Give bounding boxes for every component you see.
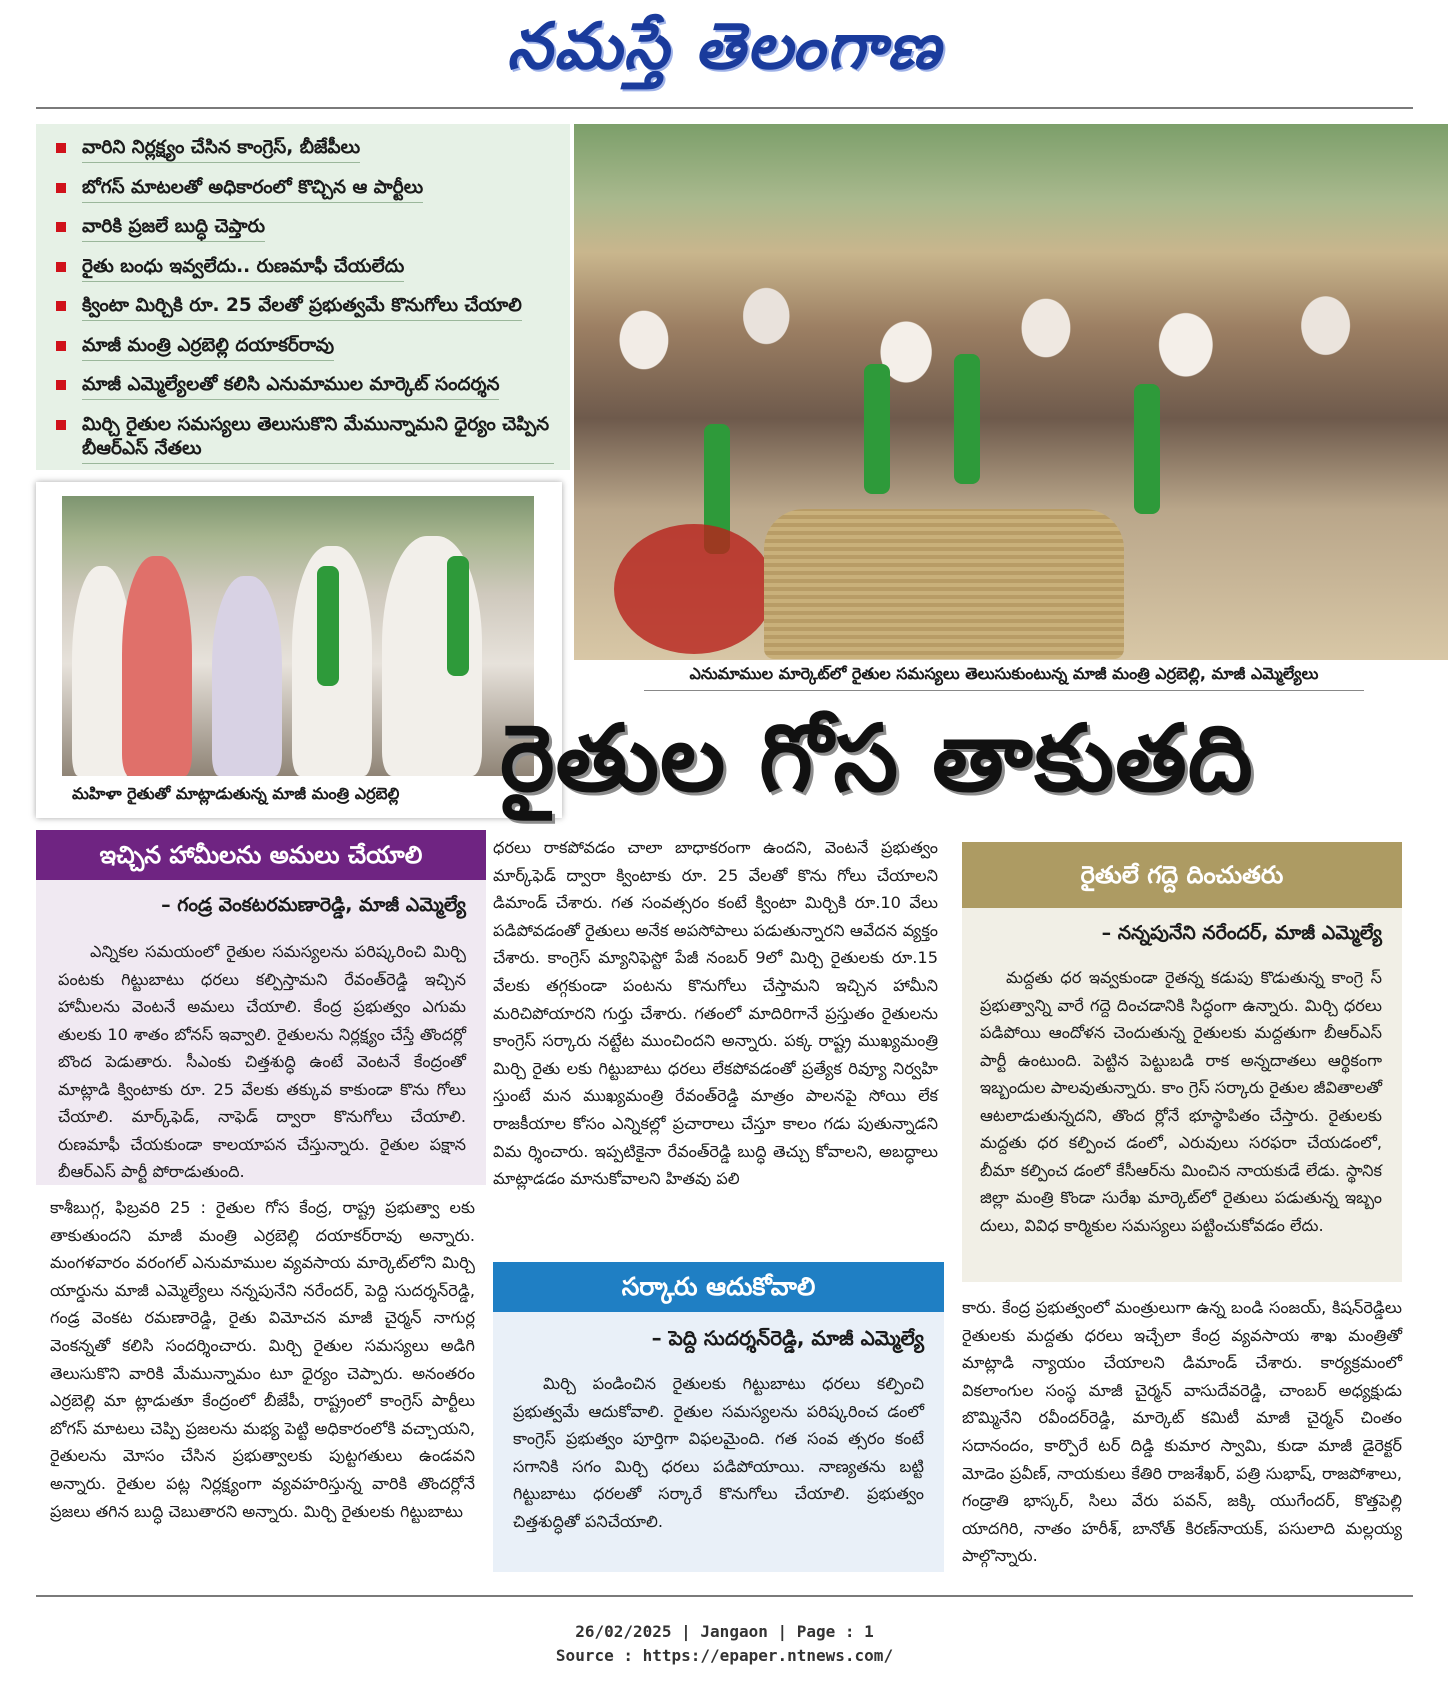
green-scarf bbox=[447, 556, 469, 676]
highlight-item: క్వింటా మిర్చికి రూ. 25 వేలతో ప్రభుత్వమే కొనుగోలు చేయాలి bbox=[54, 294, 554, 321]
quote-box-text: మిర్చి పండించిన రైతులకు గిట్టుబాటు ధరలు కల్పించి ప్రభుత్వమే ఆదుకోవాలి. రైతుల సమస్యలను పరిష్కరించ డంలో కాంగ్రెస్ ప్రభుత్వం పూర్తిగా విఫలమైంది. గత సంవ త్సరం కంటే సగానికి సగం మిర్చి ధరలు పడిపోయాయి. నాణ్యతను బట్టి గిట్టుబాటు ధరలతో సర్కారే కొనుగోలు చేయాలి. ప్రభుత్వం చిత్తశుద్ధితో పనిచేయాలి. bbox=[513, 1374, 924, 1531]
red-chili-heap bbox=[614, 524, 774, 654]
quote-box-text: ఎన్నికల సమయంలో రైతుల సమస్యలను పరిష్కరించి మిర్చి పంటకు గిట్టుబాటు ధరలు కల్పిస్తామని రేవంత్‌రెడ్డి ఇచ్చిన హామీలను వెంటనే అమలు చేయాలి. కేంద్ర ప్రభుత్వం ఎగుమ తులకు 10 శాతం బోనస్ ఇవ్వాలి. రైతులను నిర్లక్ష్యం చేస్తే తొందర్లో బొంద పెడుతారు. సీఎంకు చిత్తశుద్ధి ఉంటే వెంటనే కేంద్రంతో మాట్లాడి క్వింటాకు రూ. 25 వేలకు తక్కువ కాకుండా కొను గోలు చేయాలి. మార్క్‌ఫెడ్, నాఫెడ్ ద్వారా కొనుగోలు చేయాలి. రుణమాఫీ చేయకుండా కాలయాపన చేస్తున్నారు. రైతుల పక్షాన బీఆర్‌ఎస్ పార్టీ పోరాడుతుంది. bbox=[58, 942, 466, 1181]
quote-box-title: రైతులే గద్దె దించుతరు bbox=[962, 842, 1402, 908]
jute-sack bbox=[764, 509, 1124, 659]
bullet-square-icon bbox=[56, 341, 66, 351]
bullet-square-icon bbox=[56, 262, 66, 272]
green-scarf bbox=[954, 354, 980, 484]
green-scarf bbox=[317, 566, 339, 686]
highlight-item: మాజీ మంత్రి ఎర్రబెల్లి దయాకర్‌రావు bbox=[54, 334, 554, 361]
inset-photo bbox=[62, 496, 534, 776]
highlight-item: మాజీ ఎమ్మెల్యేలతో కలిసి ఎనుమాముల మార్కెట్ సందర్శన bbox=[54, 373, 554, 400]
bullet-square-icon bbox=[56, 183, 66, 193]
masthead bbox=[0, 0, 1449, 100]
highlight-item: వారికి ప్రజలే బుద్ధి చెప్తారు bbox=[54, 215, 554, 242]
quote-box-text: మద్దతు ధర ఇవ్వకుండా రైతన్న కడుపు కొడుతున్న కాంగ్రె స్ ప్రభుత్వాన్ని వారే గద్దె దించడానికి సిద్ధంగా ఉన్నారు. మిర్చి ధరలు పడిపోయి ఆందోళన చెందుతున్న రైతులకు మద్దతుగా బీఆర్‌ఎస్ పార్టీ ఉంటుంది. పెట్టిన పెట్టుబడి రాక అన్నదాతలు ఆర్థికంగా ఇబ్బందుల పాలవుతున్నారు. కాం గ్రెస్ సర్కారు రైతుల జీవితాలతో ఆటలాడుతున్నదని, తొంద ర్లోనే భూస్థాపితం చేస్తారు. రైతులకు మద్దతు ధర కల్పించ డంలో, ఎరువులు సరఫరా చేయడంలో, బీమా కల్పించ డంలో కేసీఆర్‌ను మించిన నాయకుడే లేడు. స్థానిక జిల్లా మంత్రి కొండా సురేఖ మార్కెట్‌లో రైతులు పడుతున్న ఇబ్బం దులు, వివిధ కార్మికుల సమస్యలు పట్టించుకోవడం లేదు. bbox=[980, 968, 1382, 1235]
quote-box-byline: – నన్నపునేని నరేందర్, మాజీ ఎమ్మెల్యే bbox=[1101, 922, 1382, 944]
quote-box-title: సర్కారు ఆదుకోవాలి bbox=[493, 1262, 944, 1312]
quote-box-byline: – గండ్ర వెంకటరమణారెడ్డి, మాజీ ఎమ్మెల్యే bbox=[161, 894, 466, 916]
quote-box-title: ఇచ్చిన హామీలను అమలు చేయాలి bbox=[36, 830, 486, 880]
green-scarf bbox=[1134, 384, 1160, 514]
main-headline: రైతుల గోస తాకుతది bbox=[500, 705, 1254, 812]
bottom-divider bbox=[36, 1595, 1413, 1597]
quote-box-byline: – పెద్ది సుదర్శన్‌రెడ్డి, మాజీ ఎమ్మెల్యే bbox=[651, 1326, 924, 1350]
newspaper-logo: నమస్తే తెలంగాణ bbox=[506, 10, 943, 84]
highlight-item: మిర్చి రైతుల సమస్యలు తెలుసుకొని మేమున్నామని ధైర్యం చెప్పిన బీఆర్‌ఎస్ నేతలు bbox=[54, 413, 554, 464]
bullet-square-icon bbox=[56, 143, 66, 153]
main-photo-caption: ఎనుమాముల మార్కెట్‌లో రైతుల సమస్యలు తెలుసుకుంటున్న మాజీ మంత్రి ఎర్రబెల్లి, మాజీ ఎమ్మెల్యేలు bbox=[644, 664, 1364, 691]
article-column-right: కారు. కేంద్ర ప్రభుత్వంలో మంత్రులుగా ఉన్న బండి సంజయ్, కిషన్‌రెడ్డిలు రైతులకు మద్దతు ధరలు ఇచ్చేలా కేంద్ర వ్యవసాయ శాఖ మంత్రితో మాట్లాడి న్యాయం చేయాలని డిమాండ్ చేశారు. కార్యక్రమంలో వికలాంగుల సంస్థ మాజీ చైర్మన్ వాసుదేవరెడ్డి, చాంబర్ అధ్యక్షుడు బొమ్మినేని రవీందర్‌రెడ్డి, మార్కెట్ కమిటీ మాజీ చైర్మన్ చింతం సదానందం, కార్పొరే టర్ దిడ్డి కుమార స్వామి, కుడా మాజీ డైరెక్టర్ మోడెం ప్రవీణ్, నాయకులు కేతిరి రాజశేఖర్, పత్రి సుభాష్, రాజపోశాలు, గండ్రాతి భాస్కర్, సిలు వేరు పవన్, జక్కి యుగేందర్, కొత్తపెల్లి యాదగిరి, నాతం హరీశ్, బానోత్ కిరణ్‌నాయక్, పసులాది మల్లయ్య పాల్గొన్నారు. bbox=[962, 1298, 1402, 1566]
highlight-item: బోగస్ మాటలతో అధికారంలో కొచ్చిన ఆ పార్టీలు bbox=[54, 176, 554, 203]
article-column-left: కాశీబుగ్గ, ఫిబ్రవరి 25 : రైతుల గోస కేంద్ర, రాష్ట్ర ప్రభుత్వా లకు తాకుతుందని మాజీ మంత్రి ఎర్రబెల్లి దయాకర్‌రావు అన్నారు. మంగళవారం వరంగల్ ఎనుమాముల వ్యవసాయ మార్కెట్‌లోని మిర్చి యార్డును మాజీ ఎమ్మెల్యేలు నన్నపునేని నరేందర్, పెద్ది సుదర్శన్‌రెడ్డి, గండ్ర వెంకట రమణారెడ్డి, రైతు విమోచన మాజీ చైర్మన్ నాగుర్ల వెంకన్నతో కలిసి సందర్శించారు. మిర్చి రైతుల సమస్యలు అడిగి తెలుసుకొని వారికి మేమున్నామం టూ ధైర్యం చెప్పారు. అనంతరం ఎర్రబెల్లి మా ట్లాడుతూ కేంద్రంలో బీజేపీ, రాష్ట్రంలో కాంగ్రెస్ పార్టీలు బోగస్ మాటలు చెప్పి ప్రజలను మభ్య పెట్టి అధికారంలోకి వచ్చాయని, రైతులను మోసం చేసిన ప్రభుత్వాలకు పుట్టగతులు ఉండవని అన్నారు. రైతుల పట్ల నిర్లక్ష్యంగా వ్యవహరిస్తున్న వారికి తొందర్లోనే ప్రజలు తగిన బుద్ధి చెబుతారని అన్నారు. మిర్చి రైతులకు గిట్టుబాటు bbox=[50, 1198, 475, 1521]
person-figure bbox=[212, 576, 282, 776]
quote-box-left bbox=[36, 830, 486, 1185]
source-link[interactable]: Source : https://epaper.ntnews.com/ bbox=[555, 1646, 894, 1665]
top-divider bbox=[36, 107, 1413, 109]
quote-box-right bbox=[962, 842, 1402, 1282]
green-scarf bbox=[864, 364, 890, 494]
bullet-square-icon bbox=[56, 301, 66, 311]
article-column-middle: ధరలు రాకపోవడం చాలా బాధాకరంగా ఉందని, వెంటనే ప్రభుత్వం మార్క్‌ఫెడ్ ద్వారా క్వింటాకు రూ. 25 వేలతో కొను గోలు చేయాలని డిమాండ్ చేశారు. గత సంవత్సరం కంటే క్వింటా మిర్చికి రూ.10 వేలు పడిపోవడంతో రైతులు అనేక అపసోపాలు పడుతున్నారని ఆవేదన వ్యక్తం చేశారు. కాంగ్రెస్ మ్యానిఫెస్టో పేజీ నంబర్ 9లో మిర్చి రైతులకు రూ.15 వేలకు తగ్గకుండా పంటను కొనుగోలు చేస్తామని ఇచ్చిన హామీని మరిచిపోయారని గుర్తు చేశారు. గతంలో మాదిరిగానే ప్రస్తుతం రైతులను కాంగ్రెస్ సర్కారు నట్టేట ముంచిందని అన్నారు. పక్క రాష్ట్ర ముఖ్యమంత్రి మిర్చి రైతు లకు గిట్టుబాటు ధరలు లేకపోవడంతో ప్రత్యేక రివ్యూ నిర్వహి స్తుంటే మన ముఖ్యమంత్రి రేవంత్‌రెడ్డి మాత్రం పాలనపై సోయి లేక రాజకీయాల కోసం ఎన్నికల్లో ప్రచారాలు చేస్తూ కాలం గడు పుతున్నాడని విమ ర్శించారు. ఇప్పటికైనా రేవంత్‌రెడ్డి బుద్ధి తెచ్చు కోవాలని, అబద్ధాలు మాట్లాడడం మానుకోవాలని హితవు పలి bbox=[493, 838, 938, 1189]
bullet-square-icon bbox=[56, 222, 66, 232]
bullet-square-icon bbox=[56, 380, 66, 390]
main-photo bbox=[574, 124, 1448, 660]
bullet-square-icon bbox=[56, 420, 66, 430]
edition-info: 26/02/2025 | Jangaon | Page : 1 bbox=[575, 1622, 874, 1641]
highlight-item: వారిని నిర్లక్ష్యం చేసిన కాంగ్రెస్, బీజేపీలు bbox=[54, 136, 554, 163]
quote-box-middle bbox=[493, 1262, 944, 1572]
highlights-box bbox=[36, 124, 570, 470]
inset-photo-caption: మహిళా రైతుతో మాట్లాడుతున్న మాజీ మంత్రి ఎర్రబెల్లి bbox=[72, 784, 400, 803]
highlight-item: రైతు బంధు ఇవ్వలేదు.. రుణమాఫీ చేయలేదు bbox=[54, 255, 554, 282]
person-figure bbox=[122, 556, 192, 776]
